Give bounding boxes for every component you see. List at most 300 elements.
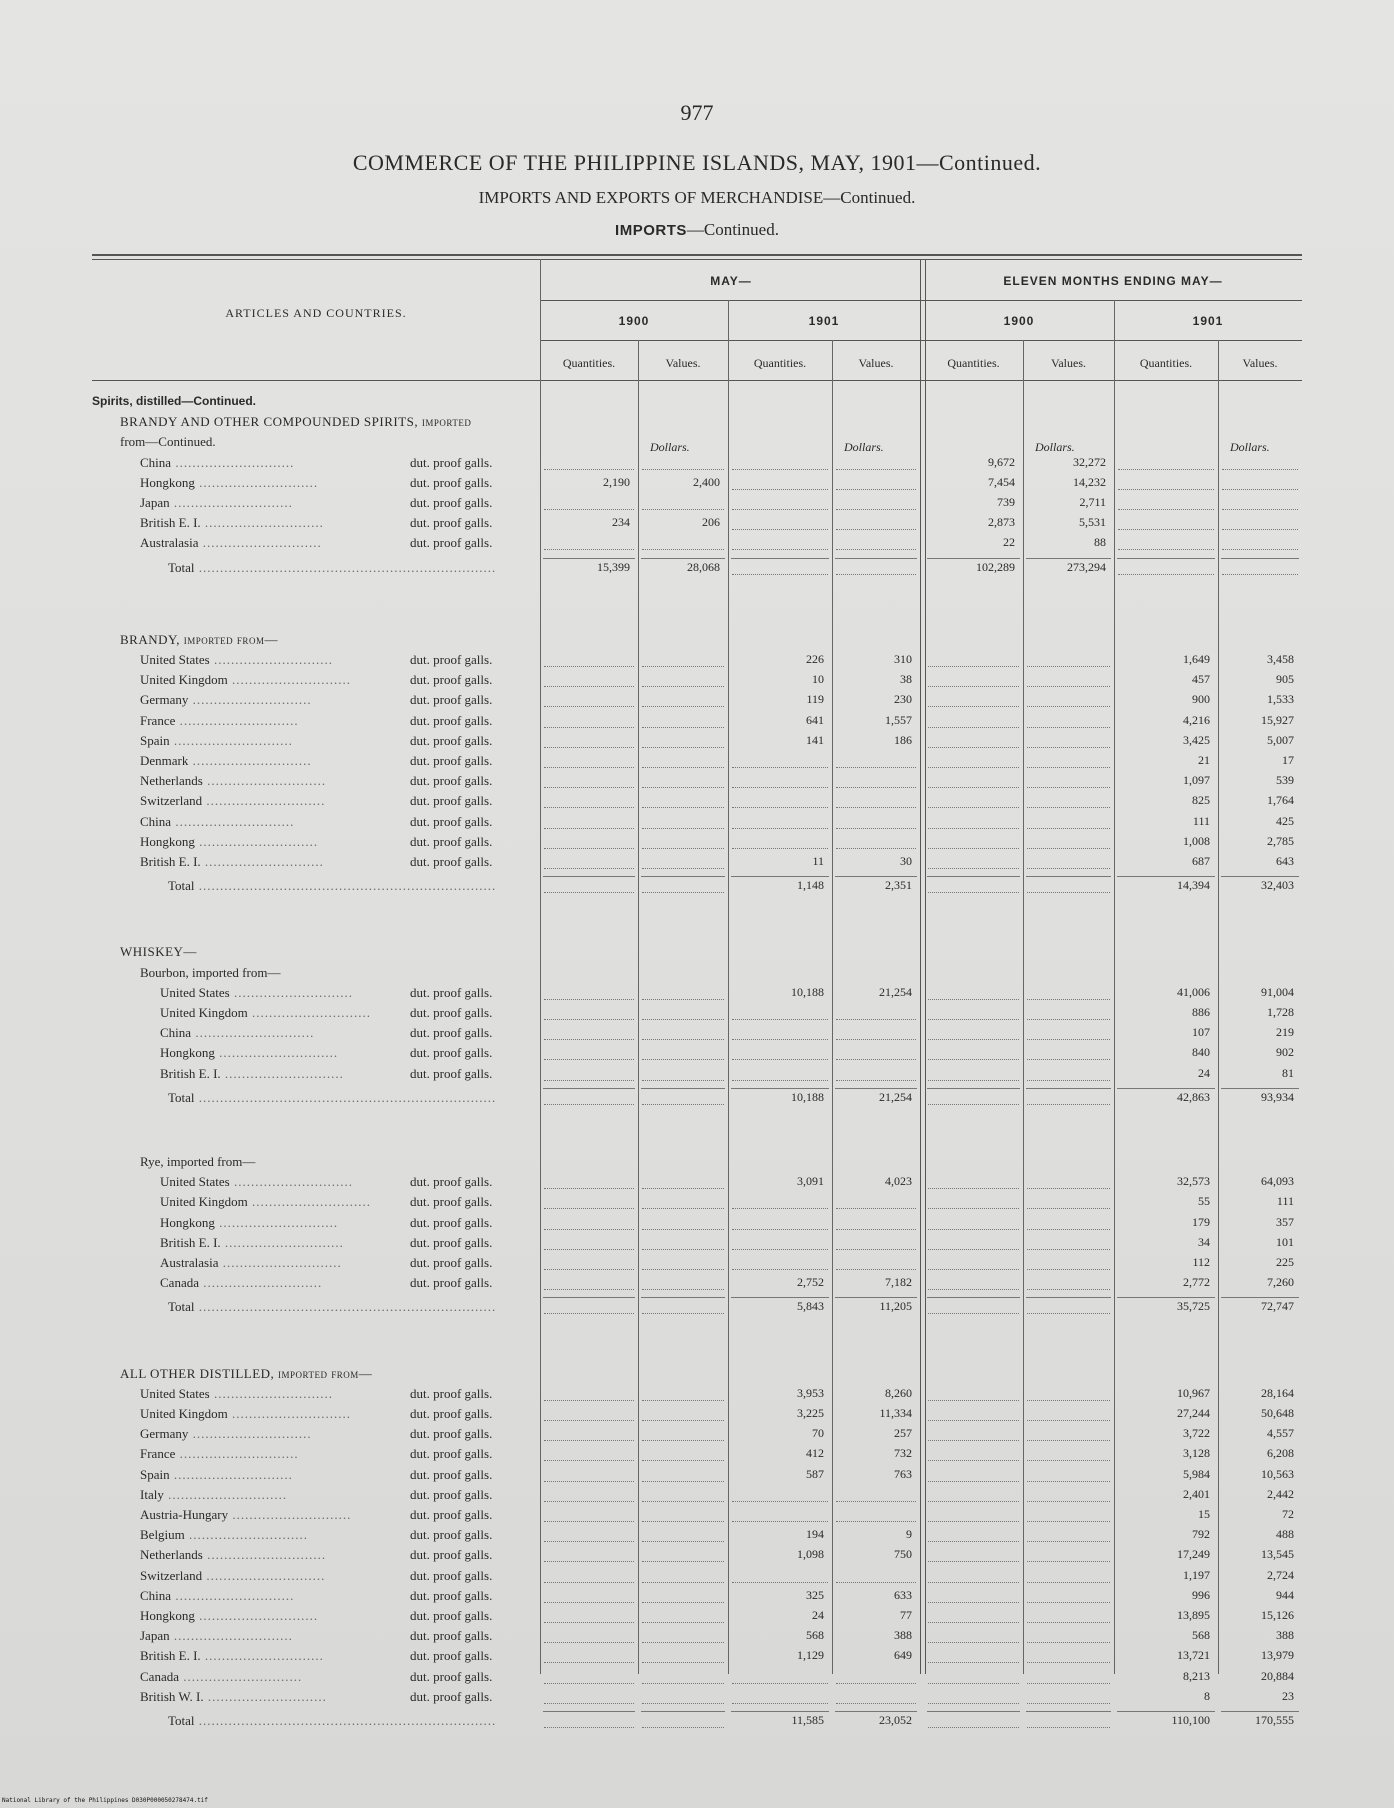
all-other-row-value: 763 bbox=[894, 1466, 912, 1481]
compound-row-value: 9,672 bbox=[988, 454, 1015, 469]
rye-row-name: Australasia bbox=[160, 1255, 219, 1270]
rye-row-unit: dut. proof galls. bbox=[410, 1214, 493, 1230]
brandy-row-unit: dut. proof galls. bbox=[410, 652, 493, 667]
brandy-row bbox=[92, 854, 1302, 874]
all-other-total-empty-cell bbox=[928, 1726, 1019, 1728]
bourbon-row-name: United Kingdom bbox=[160, 1005, 248, 1020]
all-other-total-name: Total bbox=[168, 1713, 195, 1728]
total-rule bbox=[1026, 558, 1111, 559]
all-other-row-value: 388 bbox=[894, 1628, 912, 1643]
bourbon-total-label bbox=[168, 1090, 536, 1106]
brandy-row-value: 1,533 bbox=[1267, 692, 1294, 707]
bourbon-row-empty-cell bbox=[1027, 1058, 1110, 1060]
rye-row-empty-cell bbox=[544, 1228, 634, 1230]
compound-row-empty-cell bbox=[732, 548, 828, 550]
brandy-total-value: 32,403 bbox=[1261, 878, 1294, 893]
bourbon-heading bbox=[92, 965, 1302, 985]
brandy-row-empty-cell bbox=[928, 726, 1019, 728]
compound-row-value: 22 bbox=[1003, 535, 1015, 550]
bourbon-row-empty-cell bbox=[928, 1038, 1019, 1040]
all-other-row-empty-cell bbox=[928, 1480, 1019, 1482]
brandy-row-name: United Kingdom bbox=[140, 672, 228, 688]
compound-row-value: 7,454 bbox=[988, 474, 1015, 489]
brandy-row-leader: ............................ bbox=[171, 813, 295, 829]
bourbon-total-value: 21,254 bbox=[879, 1089, 912, 1104]
bourbon-row-empty-cell bbox=[1027, 998, 1110, 1000]
rye-row-value: 357 bbox=[1276, 1214, 1294, 1229]
total-rule bbox=[927, 1088, 1020, 1089]
all-other-row-empty-cell bbox=[1027, 1540, 1110, 1542]
brandy-row-empty-cell bbox=[1027, 726, 1110, 728]
compound-row-empty-cell bbox=[836, 488, 916, 490]
bourbon-row-unit: dut. proof galls. bbox=[410, 1025, 493, 1041]
brandy-total-empty-cell bbox=[1027, 891, 1110, 893]
brandy-row-empty-cell bbox=[642, 665, 724, 667]
brandy-row-empty-cell bbox=[544, 786, 634, 788]
rye-total-empty-cell bbox=[642, 1312, 724, 1314]
all-other-row-empty-cell bbox=[1027, 1399, 1110, 1401]
brandy-row-empty-cell bbox=[836, 847, 916, 849]
total-rule bbox=[927, 1711, 1020, 1712]
compound-total-name: Total bbox=[168, 559, 195, 575]
compound-row-leader: ............................ bbox=[171, 454, 295, 470]
bourbon-row-empty-cell bbox=[732, 1079, 828, 1081]
all-other-row-unit: dut. proof galls. bbox=[410, 1527, 493, 1543]
compound-row bbox=[92, 515, 1302, 535]
rye-row bbox=[92, 1174, 1302, 1194]
bourbon-row-name: British E. I. bbox=[160, 1065, 221, 1081]
compound-row-value: 5,531 bbox=[1079, 515, 1106, 530]
all-other-row-value: 15 bbox=[1198, 1507, 1210, 1521]
all-other-row-empty-cell bbox=[1027, 1641, 1110, 1643]
all-other-row-leader: ............................ bbox=[169, 1466, 293, 1482]
all-other-row-empty-cell bbox=[544, 1540, 634, 1542]
rye-row-label bbox=[160, 1275, 408, 1291]
bourbon-row-empty-cell bbox=[544, 998, 634, 1000]
all-other-row-name: Germany bbox=[140, 1426, 189, 1442]
total-rule bbox=[927, 1297, 1020, 1298]
all-other-row-value: 11,334 bbox=[879, 1406, 912, 1420]
brandy-row-empty-cell bbox=[544, 766, 634, 768]
rye-row-value: 32,573 bbox=[1177, 1174, 1210, 1189]
all-other-row-value: 488 bbox=[1276, 1527, 1294, 1542]
brandy-row-value: 2,785 bbox=[1267, 833, 1294, 848]
brandy-row bbox=[92, 773, 1302, 793]
all-other-row-empty-cell bbox=[1027, 1581, 1110, 1583]
brandy-row-value: 111 bbox=[1192, 813, 1210, 828]
all-other-total-label bbox=[168, 1713, 536, 1729]
dollars-may-1900: Dollars. bbox=[650, 440, 690, 455]
brandy-row-value: 457 bbox=[1192, 672, 1210, 687]
brandy-row-label bbox=[140, 854, 408, 870]
brandy-row-leader: ............................ bbox=[202, 773, 327, 789]
all-other-row-value: 20,884 bbox=[1261, 1668, 1294, 1683]
whiskey-heading-text: WHISKEY— bbox=[120, 944, 197, 960]
all-other-row-value: 568 bbox=[806, 1628, 824, 1643]
may-header: MAY— bbox=[710, 274, 752, 288]
bourbon-row-value: 41,006 bbox=[1177, 984, 1210, 999]
rye-row-empty-cell bbox=[836, 1207, 916, 1209]
all-other-row-empty-cell bbox=[1027, 1682, 1110, 1684]
brandy-row-value: 10 bbox=[812, 672, 824, 687]
brandy-row-empty-cell bbox=[1027, 746, 1110, 748]
all-other-row-empty-cell bbox=[836, 1500, 916, 1502]
total-rule bbox=[835, 1711, 917, 1712]
all-other-row-empty-cell bbox=[732, 1682, 828, 1684]
all-other-total bbox=[92, 1713, 1302, 1733]
brandy-row-leader: ............................ bbox=[169, 732, 293, 748]
brandy-row bbox=[92, 713, 1302, 733]
all-other-row-value: 732 bbox=[894, 1446, 912, 1461]
bourbon-row-empty-cell bbox=[928, 1079, 1019, 1081]
all-other-row-empty-cell bbox=[1027, 1621, 1110, 1623]
bourbon-row-value: 81 bbox=[1282, 1065, 1294, 1080]
compound-row bbox=[92, 455, 1302, 475]
all-other-row-unit: dut. proof galls. bbox=[410, 1668, 493, 1684]
bourbon-row-unit: dut. proof galls. bbox=[410, 1065, 493, 1081]
total-rule bbox=[641, 558, 725, 559]
brandy-row-label bbox=[140, 713, 408, 729]
compound-row-value: 2,873 bbox=[988, 515, 1015, 530]
compound-row-empty-cell bbox=[732, 508, 828, 510]
bourbon-row-leader: ............................ bbox=[191, 1025, 315, 1041]
rye-row-leader: ............................ bbox=[247, 1194, 371, 1210]
brandy-row-empty-cell bbox=[928, 786, 1019, 788]
brandy-row bbox=[92, 652, 1302, 672]
rye-row bbox=[92, 1235, 1302, 1255]
total-rule bbox=[641, 876, 725, 877]
all-other-total-value: 110,100 bbox=[1171, 1713, 1210, 1727]
rye-row-name: United States bbox=[160, 1174, 230, 1190]
values-header: Values. bbox=[858, 356, 894, 370]
all-other-row-leader: ............................ bbox=[178, 1668, 303, 1684]
bourbon-row-value: 886 bbox=[1192, 1005, 1210, 1019]
rye-row bbox=[92, 1275, 1302, 1295]
rye-row-empty-cell bbox=[1027, 1187, 1110, 1189]
all-other-row bbox=[92, 1689, 1302, 1709]
rye-row-empty-cell bbox=[544, 1288, 634, 1290]
rye-row-empty-cell bbox=[732, 1207, 828, 1209]
all-other-row-label bbox=[140, 1386, 408, 1402]
compound-row-value: 2,190 bbox=[603, 474, 630, 489]
all-other-row-unit: dut. proof galls. bbox=[410, 1648, 493, 1664]
brandy-row-empty-cell bbox=[928, 827, 1019, 829]
all-other-row bbox=[92, 1588, 1302, 1608]
brandy-row-unit: dut. proof galls. bbox=[410, 813, 493, 829]
total-rule bbox=[731, 558, 829, 559]
brandy-row-empty-cell bbox=[732, 827, 828, 829]
compound-row-value: 14,232 bbox=[1073, 474, 1106, 489]
commerce-table bbox=[92, 254, 1302, 1728]
total-rule bbox=[543, 1088, 635, 1089]
compound-total-empty-cell bbox=[1222, 573, 1298, 575]
bourbon-row-unit: dut. proof galls. bbox=[410, 984, 493, 1000]
rye-row-name: United Kingdom bbox=[160, 1194, 248, 1210]
all-other-row-leader: ............................ bbox=[175, 1446, 299, 1462]
brandy-row bbox=[92, 793, 1302, 813]
all-other-row-name: Canada bbox=[140, 1668, 179, 1684]
brandy-row-unit: dut. proof galls. bbox=[410, 672, 493, 688]
compound-row-empty-cell bbox=[1222, 528, 1298, 530]
rye-row-empty-cell bbox=[836, 1268, 916, 1270]
all-other-row-value: 1,197 bbox=[1183, 1567, 1210, 1582]
all-other-row bbox=[92, 1527, 1302, 1547]
rye-row-value: 112 bbox=[1192, 1255, 1210, 1269]
brandy-row-label bbox=[140, 793, 408, 809]
rye-total bbox=[92, 1299, 1302, 1319]
brandy-row-empty-cell bbox=[928, 705, 1019, 707]
rye-total-empty-cell bbox=[1027, 1312, 1110, 1314]
rye-total-value: 11,205 bbox=[879, 1299, 912, 1314]
all-other-row-leader: ............................ bbox=[203, 1688, 327, 1704]
all-other-row-empty-cell bbox=[544, 1500, 634, 1502]
all-other-row bbox=[92, 1487, 1302, 1507]
all-other-row bbox=[92, 1568, 1302, 1588]
brandy-total-empty-cell bbox=[544, 891, 634, 893]
all-other-row-leader: ............................ bbox=[202, 1547, 327, 1563]
brandy-row-empty-cell bbox=[928, 665, 1019, 667]
all-other-row-empty-cell bbox=[928, 1581, 1019, 1583]
brandy-row-leader: ............................ bbox=[209, 652, 333, 667]
all-other-row-unit: dut. proof galls. bbox=[410, 1426, 493, 1442]
table-top-rule bbox=[92, 254, 1302, 256]
total-rule bbox=[1026, 1711, 1111, 1712]
all-other-row-label bbox=[140, 1446, 408, 1462]
brandy-row-value: 11 bbox=[812, 854, 824, 868]
total-rule bbox=[731, 1088, 829, 1089]
all-other-row-empty-cell bbox=[1027, 1500, 1110, 1502]
all-other-row-empty-cell bbox=[544, 1641, 634, 1643]
page-number: 977 bbox=[680, 100, 714, 125]
all-other-row-empty-cell bbox=[732, 1581, 828, 1583]
brandy-row-empty-cell bbox=[836, 766, 916, 768]
brandy-row-empty-cell bbox=[928, 847, 1019, 849]
brandy-row-empty-cell bbox=[642, 766, 724, 768]
all-other-row-value: 10,967 bbox=[1177, 1385, 1210, 1400]
all-other-row-value: 77 bbox=[900, 1608, 912, 1622]
all-other-row-unit: dut. proof galls. bbox=[410, 1547, 493, 1563]
rye-total-label bbox=[168, 1299, 536, 1315]
brandy-row-empty-cell bbox=[1027, 847, 1110, 849]
compound-row-name: China bbox=[140, 454, 172, 470]
dollars-eleven-1901: Dollars. bbox=[1230, 440, 1270, 455]
brandy-row-empty-cell bbox=[928, 685, 1019, 687]
total-rule bbox=[641, 1297, 725, 1298]
all-other-row-label bbox=[140, 1568, 408, 1584]
all-other-row-value: 1,129 bbox=[797, 1648, 824, 1663]
brandy-row-empty-cell bbox=[1027, 685, 1110, 687]
all-other-row-name: United States bbox=[140, 1385, 210, 1401]
brandy-row-value: 1,764 bbox=[1267, 793, 1294, 808]
brandy-row-empty-cell bbox=[544, 867, 634, 869]
all-other-row-value: 587 bbox=[806, 1466, 824, 1481]
brandy-row-empty-cell bbox=[642, 847, 724, 849]
bourbon-total-value: 93,934 bbox=[1261, 1089, 1294, 1104]
brandy-row-empty-cell bbox=[1027, 867, 1110, 869]
all-other-row-value: 13,895 bbox=[1177, 1608, 1210, 1622]
rye-row-value: 2,752 bbox=[797, 1275, 824, 1290]
compound-total-empty-cell bbox=[836, 573, 916, 575]
brandy-row-value: 1,008 bbox=[1183, 833, 1210, 848]
rye-row-label bbox=[160, 1235, 408, 1251]
total-rule bbox=[731, 876, 829, 877]
all-other-row-empty-cell bbox=[642, 1702, 724, 1704]
compound-total-value: 28,068 bbox=[687, 559, 720, 574]
brandy-row-label bbox=[140, 652, 408, 668]
compound-row-label bbox=[140, 495, 408, 511]
rye-row-empty-cell bbox=[544, 1268, 634, 1270]
brandy-row-unit: dut. proof galls. bbox=[410, 692, 493, 708]
all-other-row-label bbox=[140, 1628, 408, 1644]
all-other-row-value: 792 bbox=[1192, 1527, 1210, 1542]
brandy-row-value: 3,458 bbox=[1267, 652, 1294, 666]
all-other-row-value: 649 bbox=[894, 1648, 912, 1663]
table-top-rule-2 bbox=[92, 259, 1302, 260]
bourbon-row-name: United States bbox=[160, 984, 230, 1000]
values-header: Values. bbox=[665, 356, 701, 370]
compound-total-value: 15,399 bbox=[597, 559, 630, 574]
compound-row-leader: ............................ bbox=[198, 535, 322, 551]
all-other-row-value: 15,126 bbox=[1261, 1608, 1294, 1622]
all-other-row-empty-cell bbox=[836, 1581, 916, 1583]
rye-total-value: 72,747 bbox=[1261, 1299, 1294, 1314]
compound-row-name: British E. I. bbox=[140, 515, 201, 531]
total-rule bbox=[1221, 1088, 1299, 1089]
brandy-row-label bbox=[140, 753, 408, 769]
brandy-row-empty-cell bbox=[928, 867, 1019, 869]
all-other-row-label bbox=[140, 1527, 408, 1543]
bourbon-row-empty-cell bbox=[928, 998, 1019, 1000]
compound-row-unit: dut. proof galls. bbox=[410, 495, 493, 510]
all-other-row-empty-cell bbox=[1027, 1661, 1110, 1663]
rye-row-label bbox=[160, 1255, 408, 1271]
total-rule bbox=[1026, 876, 1111, 877]
all-other-row-value: 24 bbox=[812, 1608, 824, 1622]
brandy-row-empty-cell bbox=[1027, 827, 1110, 829]
all-other-row-empty-cell bbox=[544, 1682, 634, 1684]
brandy-row-empty-cell bbox=[836, 806, 916, 808]
compound-heading-cont bbox=[92, 434, 1302, 454]
all-other-row-empty-cell bbox=[642, 1540, 724, 1542]
all-other-row-value: 8,213 bbox=[1183, 1668, 1210, 1683]
all-other-row-empty-cell bbox=[928, 1540, 1019, 1542]
bourbon-row-empty-cell bbox=[1027, 1018, 1110, 1020]
rye-row-value: 179 bbox=[1192, 1214, 1210, 1229]
total-rule bbox=[641, 1088, 725, 1089]
compound-row-label bbox=[140, 475, 408, 491]
brandy-row-unit: dut. proof galls. bbox=[410, 793, 493, 809]
all-other-row-empty-cell bbox=[642, 1439, 724, 1441]
spirits-heading bbox=[92, 394, 1302, 414]
bourbon-row-label bbox=[160, 1066, 408, 1082]
brandy-total-value: 1,148 bbox=[797, 878, 824, 893]
all-other-row-empty-cell bbox=[836, 1520, 916, 1522]
bourbon-row-empty-cell bbox=[732, 1038, 828, 1040]
brandy-row-name: Denmark bbox=[140, 753, 189, 768]
total-rule bbox=[927, 876, 1020, 877]
all-other-row-label bbox=[140, 1588, 408, 1604]
brandy-row-empty-cell bbox=[928, 766, 1019, 768]
brandy-row-leader: ............................ bbox=[188, 692, 312, 708]
brandy-row-value: 15,927 bbox=[1261, 712, 1294, 727]
brandy-total bbox=[92, 878, 1302, 898]
page-title: COMMERCE OF THE PHILIPPINE ISLANDS, MAY, 1901—Continued. bbox=[352, 150, 1042, 175]
all-other-row-name: Austria-Hungary bbox=[140, 1507, 229, 1522]
bourbon-row bbox=[92, 1025, 1302, 1045]
rye-row bbox=[92, 1194, 1302, 1214]
all-other-row-leader: ............................ bbox=[188, 1426, 312, 1442]
compound-row-value: 234 bbox=[612, 515, 630, 530]
all-other-row-empty-cell bbox=[1027, 1439, 1110, 1441]
rye-row-unit: dut. proof galls. bbox=[410, 1255, 493, 1270]
all-other-row-unit: dut. proof galls. bbox=[410, 1385, 493, 1401]
brandy-total-value: 2,351 bbox=[885, 878, 912, 893]
brandy-row-unit: dut. proof galls. bbox=[410, 712, 493, 728]
total-rule bbox=[1117, 558, 1215, 559]
compound-row-empty-cell bbox=[836, 468, 916, 470]
total-rule bbox=[1221, 1297, 1299, 1298]
brandy-row bbox=[92, 733, 1302, 753]
rye-row-empty-cell bbox=[1027, 1207, 1110, 1209]
all-other-row-leader: ............................ bbox=[184, 1527, 309, 1543]
brandy-row-value: 310 bbox=[894, 652, 912, 666]
bourbon-row-empty-cell bbox=[836, 1058, 916, 1060]
bourbon-row-empty-cell bbox=[642, 1058, 724, 1060]
brandy-row-label bbox=[140, 814, 408, 830]
all-other-row-empty-cell bbox=[544, 1459, 634, 1461]
compound-row-label bbox=[140, 455, 408, 471]
bourbon-row-empty-cell bbox=[928, 1018, 1019, 1020]
all-other-row-empty-cell bbox=[928, 1682, 1019, 1684]
brandy-row-empty-cell bbox=[544, 746, 634, 748]
eleven-1900-header: 1900 bbox=[1003, 314, 1035, 328]
brandy-row-leader: ............................ bbox=[175, 712, 299, 728]
all-other-row-name: Belgium bbox=[140, 1527, 185, 1543]
bourbon-row-empty-cell bbox=[642, 1079, 724, 1081]
rye-row-empty-cell bbox=[1027, 1248, 1110, 1250]
all-other-row-empty-cell bbox=[928, 1621, 1019, 1623]
compound-heading-cont-text: from—Continued. bbox=[120, 434, 216, 450]
compound-row-name: Japan bbox=[140, 495, 170, 510]
bourbon-row-empty-cell bbox=[928, 1058, 1019, 1060]
eleven-1901-header: 1901 bbox=[1192, 314, 1224, 328]
rye-total-empty-cell bbox=[928, 1312, 1019, 1314]
brandy-row-value: 1,097 bbox=[1183, 773, 1210, 788]
bourbon-row-value: 1,728 bbox=[1267, 1005, 1294, 1019]
all-other-row-leader: ............................ bbox=[163, 1486, 288, 1502]
all-other-row-empty-cell bbox=[928, 1459, 1019, 1461]
rye-row-value: 111 bbox=[1276, 1194, 1294, 1209]
imports-label: IMPORTS bbox=[615, 222, 687, 239]
rye-row-empty-cell bbox=[642, 1288, 724, 1290]
brandy-row-empty-cell bbox=[836, 827, 916, 829]
rye-row-empty-cell bbox=[642, 1207, 724, 1209]
compound-row-leader: ............................ bbox=[200, 515, 324, 531]
rye-row-unit: dut. proof galls. bbox=[410, 1275, 493, 1291]
rye-row-value: 34 bbox=[1198, 1234, 1210, 1249]
brandy-row-leader: ............................ bbox=[200, 854, 324, 869]
brandy-row-value: 230 bbox=[894, 692, 912, 707]
eleven-months-header: ELEVEN MONTHS ENDING MAY— bbox=[1003, 274, 1223, 288]
all-other-row-unit: dut. proof galls. bbox=[410, 1567, 493, 1583]
all-other-row-empty-cell bbox=[544, 1399, 634, 1401]
all-other-row-empty-cell bbox=[928, 1661, 1019, 1663]
whiskey-heading bbox=[92, 944, 1302, 964]
all-other-row-value: 325 bbox=[806, 1587, 824, 1602]
bourbon-heading-text: Bourbon, imported from— bbox=[140, 964, 281, 980]
total-rule bbox=[1117, 1711, 1215, 1712]
all-other-row-label bbox=[140, 1608, 408, 1624]
